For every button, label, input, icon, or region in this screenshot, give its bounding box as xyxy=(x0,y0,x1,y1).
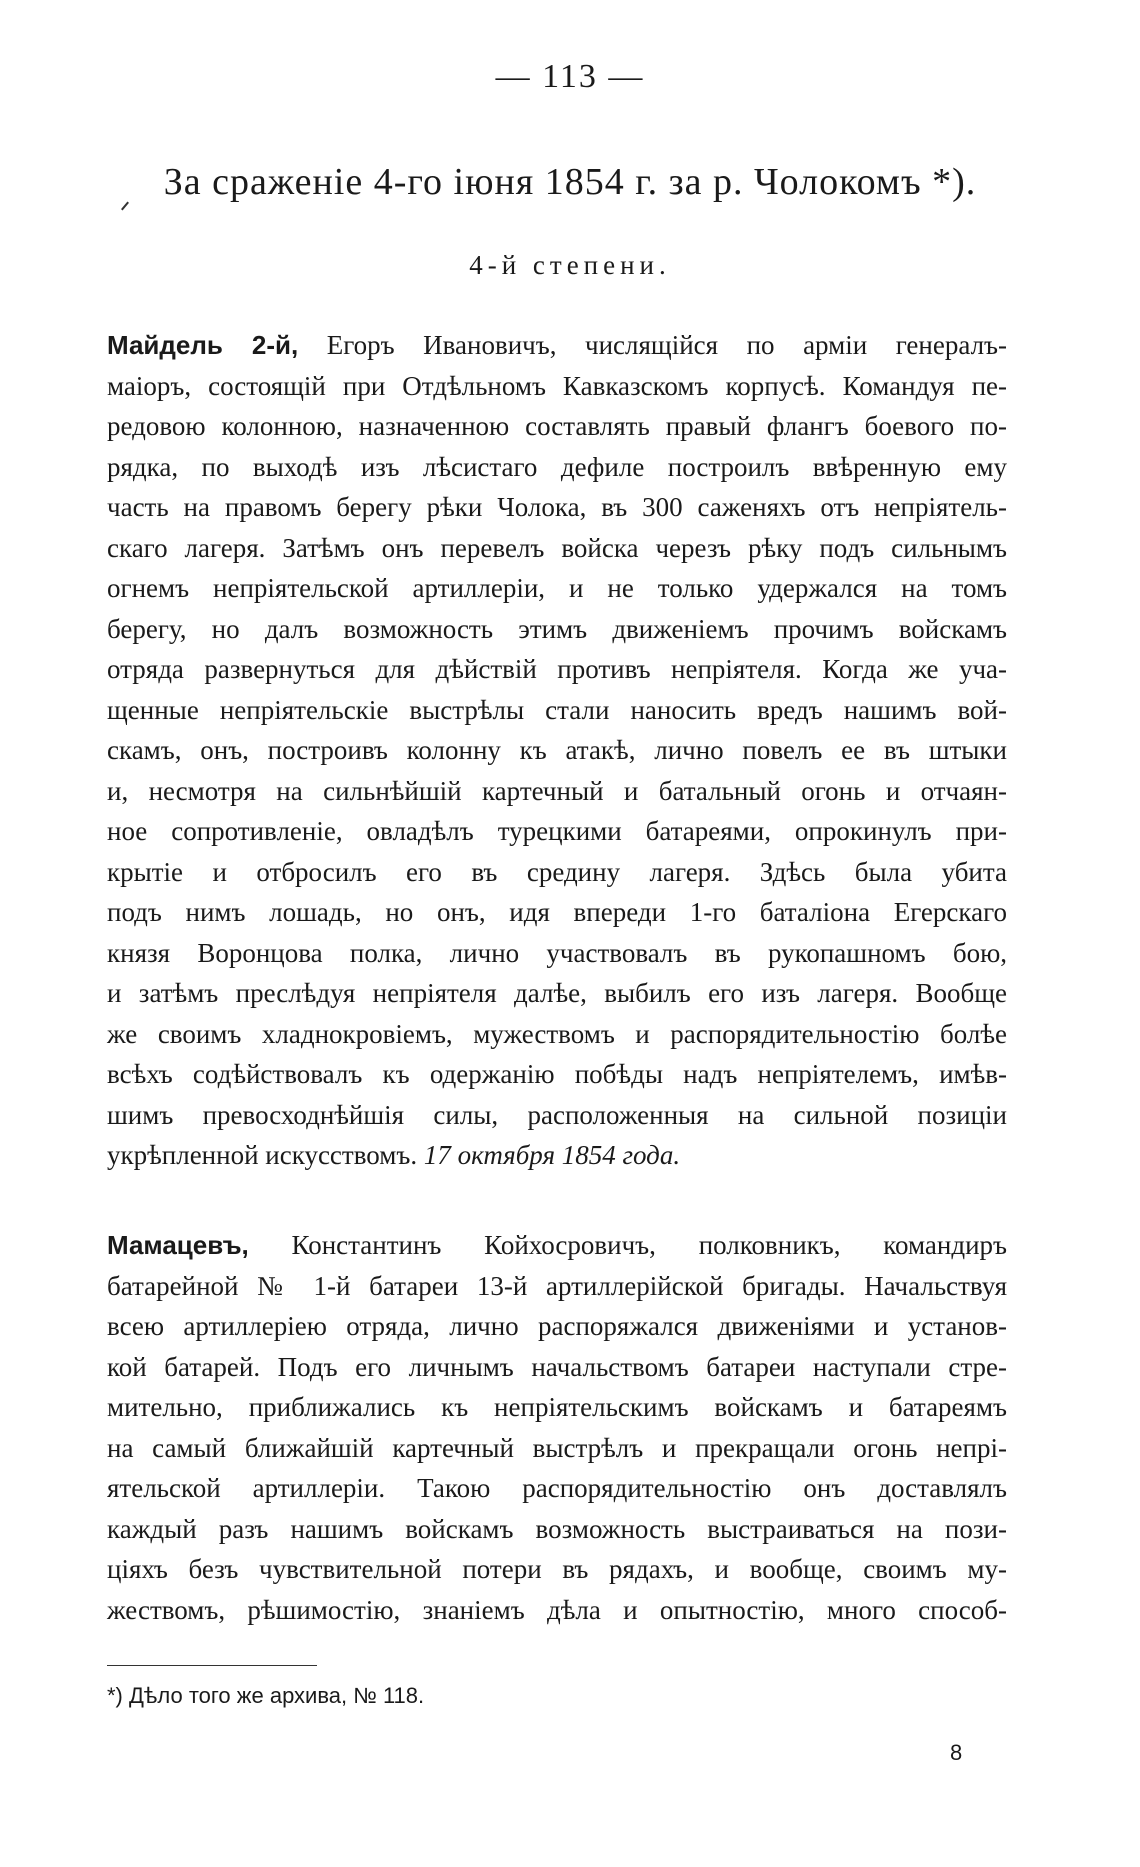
footnote-divider xyxy=(107,1665,317,1666)
entry-line: рядка, по выходѣ изъ лѣсистаго дефиле построилъ ввѣренную ему xyxy=(107,451,1007,482)
footnote: *) Дѣло того же архива, № 118. xyxy=(107,1683,425,1708)
entry-line: шимъ превосходнѣйшія силы, расположенныя на сильной позиціи xyxy=(107,1099,1007,1130)
entry-line: редовою колонною, назначенною составлять правый флангъ боевого по- xyxy=(107,411,1007,441)
entry-line: часть на правомъ берегу рѣки Чолока, въ 300 саженяхъ отъ непріятель- xyxy=(107,492,1007,522)
award-degree-subheading: 4-й степени. xyxy=(469,250,671,280)
entry-line: жествомъ, рѣшимостію, знаніемъ дѣла и опытностію, много способ- xyxy=(107,1594,1007,1625)
page-number: — 113 — xyxy=(495,58,645,95)
entry-line: огнемъ непріятельской артиллеріи, и не только удержался на томъ xyxy=(107,573,1007,603)
entry-line: всѣхъ содѣйствовалъ къ одержанію побѣды надъ непріятелемъ, имѣв- xyxy=(107,1059,1007,1089)
entry-line: ное сопротивленіе, овладѣлъ турецкими батареями, опрокинулъ при- xyxy=(107,816,1007,846)
entry-line: ціяхъ безъ чувствительной потери въ рядахъ, и вообще, своимъ му- xyxy=(107,1554,1007,1584)
entry-first-line xyxy=(107,1225,1007,1266)
entry-line: ятельской артиллеріи. Такою распорядительностію онъ доставлялъ xyxy=(107,1473,1007,1503)
section-heading: За сраженіе 4-го іюня 1854 г. за р. Чолокомъ *). xyxy=(163,161,977,203)
entry-line: скамъ, онъ, построивъ колонну къ атакѣ, лично повелъ ее въ штыки xyxy=(107,735,1007,765)
entry-line: и затѣмъ преслѣдуя непріятеля далѣе, выбилъ его изъ лагеря. Вообще xyxy=(107,978,1007,1008)
entry-line: кой батарей. Подъ его личнымъ начальствомъ батареи наступали стре- xyxy=(107,1351,1007,1382)
entry-line: крытіе и отбросилъ его въ средину лагеря. Здѣсь была убита xyxy=(107,856,1007,887)
entry-maidel xyxy=(107,325,1007,1176)
entry-line: же своимъ хладнокровіемъ, мужествомъ и распорядительностію болѣе xyxy=(107,1018,1007,1049)
entry-line: батарейной № 1-й батареи 13-й артиллерійской бригады. Начальствуя xyxy=(107,1270,1007,1301)
entry-line: щенные непріятельскіе выстрѣлы стали наносить вредъ нашимъ вой- xyxy=(107,694,1007,725)
entry-line: мительно, приближались къ непріятельскимъ войскамъ и батареямъ xyxy=(107,1392,1007,1422)
entry-line: Егоръ Ивановичъ, числящійся по арміи генералъ- xyxy=(298,330,1007,360)
entry-name: Майдель 2-й, xyxy=(107,330,299,360)
entry-line: подъ нимъ лошадь, но онъ, идя впереди 1-го баталіона Егерскаго xyxy=(107,897,1007,927)
entry-line: берегу, но далъ возможность этимъ движеніемъ прочимъ войскамъ xyxy=(107,613,1007,644)
entry-line: и, несмотря на сильнѣйшій картечный и батальный огонь и отчаян- xyxy=(107,775,1007,806)
entry-line: укрѣпленной искусствомъ. xyxy=(107,1140,418,1170)
entry-date: 17 октября 1854 года. xyxy=(423,1140,681,1170)
entry-line: Константинъ Койхосровичъ, полковникъ, командиръ xyxy=(248,1230,1007,1260)
entry-line: отряда развернуться для дѣйствій противъ непріятеля. Когда же уча- xyxy=(107,654,1007,684)
entry-line: каждый разъ нашимъ войскамъ возможность выстраиваться на пози- xyxy=(107,1513,1007,1544)
entry-first-line xyxy=(107,325,1007,366)
printer-signature-mark: 8 xyxy=(950,1740,963,1765)
entry-line: на самый ближайшій картечный выстрѣлъ и прекращали огонь непрі- xyxy=(107,1432,1007,1463)
entry-line: маіоръ, состоящій при Отдѣльномъ Кавказскомъ корпусѣ. Командуя пе- xyxy=(107,370,1007,401)
entry-line: всею артиллеріею отряда, лично распоряжался движеніями и установ- xyxy=(107,1311,1007,1341)
entry-line: скаго лагеря. Затѣмъ онъ перевелъ войска черезъ рѣку подъ сильнымъ xyxy=(107,532,1007,563)
entry-line: князя Воронцова полка, лично участвовалъ въ рукопашномъ бою, xyxy=(107,937,1007,968)
entry-mamatsev xyxy=(107,1225,1007,1630)
entry-last-line xyxy=(107,1135,1007,1176)
entry-name: Мамацевъ, xyxy=(107,1230,249,1260)
